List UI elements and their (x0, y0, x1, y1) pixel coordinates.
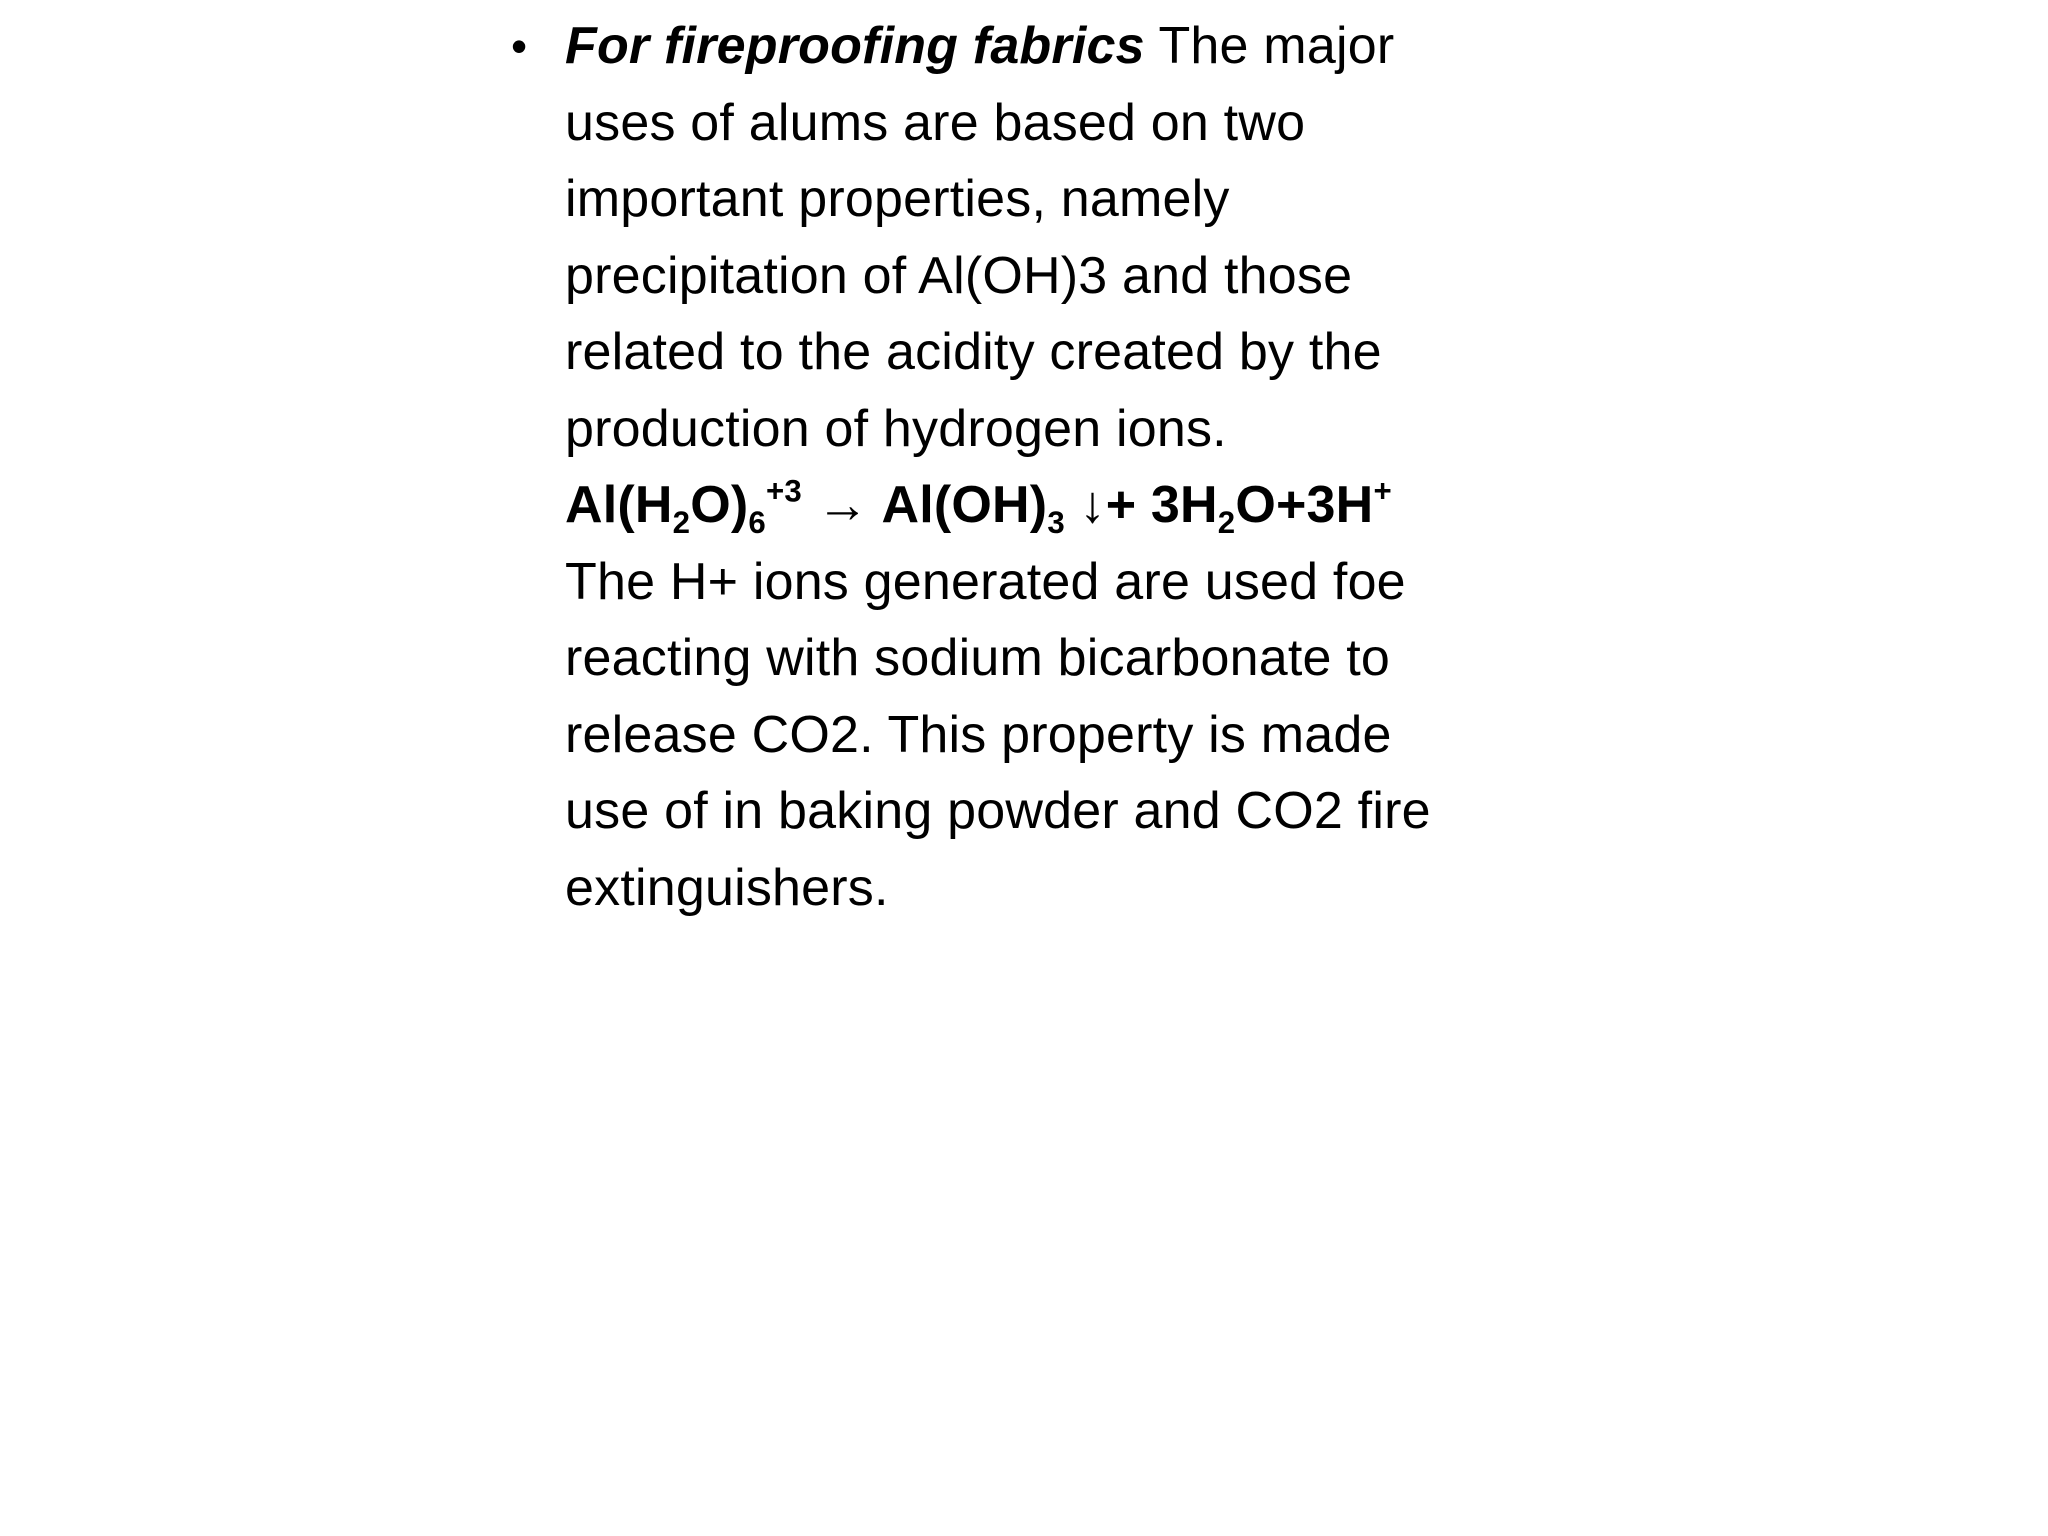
paragraph-line: important properties, namely (565, 170, 1230, 228)
paragraph-line: uses of alums are based on two (565, 93, 1306, 152)
equation-superscript: +3 (765, 473, 802, 509)
paragraph-line: extinguishers. (565, 858, 889, 917)
equation-superscript: + (1373, 473, 1392, 509)
bullet-dot: • (511, 20, 528, 72)
equation-part: O+3H (1235, 476, 1374, 534)
equation-part: ↓+ 3H (1064, 476, 1218, 534)
bullet-item (505, 8, 1545, 926)
paragraph-line (565, 8, 1545, 85)
equation-part: O) (690, 476, 749, 534)
chemical-equation (565, 467, 1545, 544)
lead-phrase: For fireproofing fabrics (565, 17, 1145, 75)
paragraph-line: related to the acidity created by the (565, 323, 1382, 381)
equation-part: → Al(OH) (801, 476, 1048, 534)
paragraph-text: The major (1158, 17, 1395, 75)
paragraph-line: The H+ ions generated are used foe (565, 552, 1406, 611)
paragraph-line: production of hydrogen ions. (565, 399, 1227, 458)
paragraph-line: reacting with sodium bicarbonate to (565, 629, 1391, 687)
paragraph-line: release CO2. This property is made (565, 705, 1392, 764)
equation-subscript: 2 (1217, 504, 1236, 540)
paragraph-line: precipitation of Al(OH)3 and those (565, 246, 1353, 305)
equation-subscript: 2 (672, 504, 691, 540)
equation-part: Al(H (565, 476, 673, 534)
paragraph-line: use of in baking powder and CO2 fire (565, 782, 1431, 840)
equation-subscript: 6 (748, 504, 766, 540)
slide-content (505, 8, 1545, 926)
equation-subscript: 3 (1047, 504, 1065, 540)
